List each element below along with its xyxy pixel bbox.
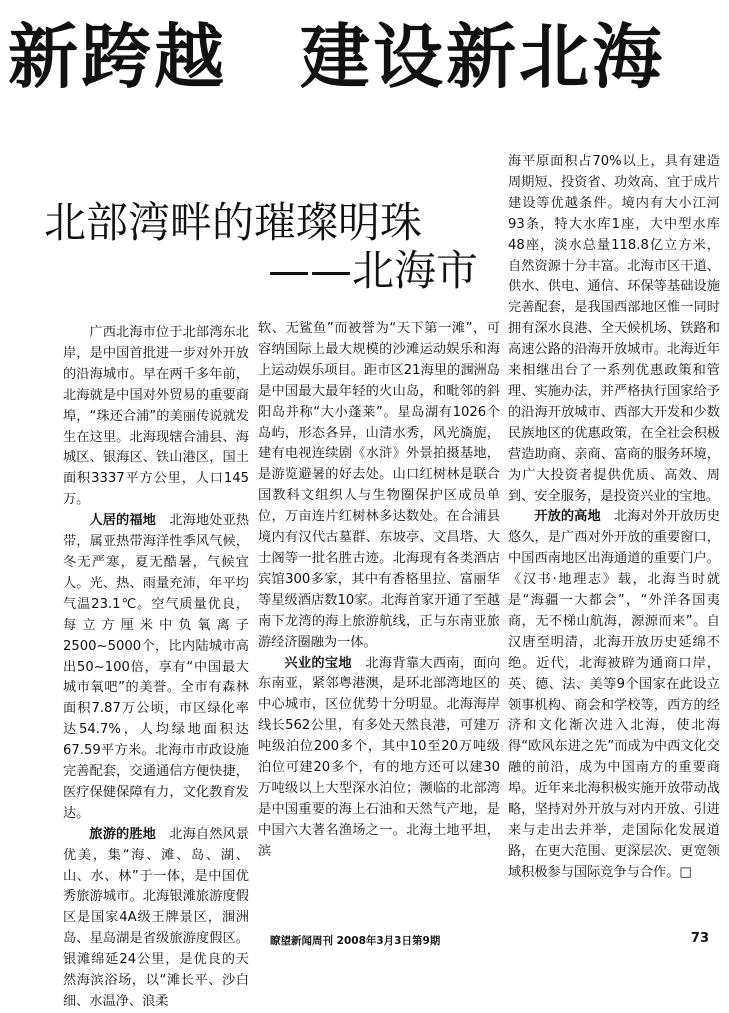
paragraph-intro: 广西北海市位于北部湾东北岸，是中国首批进一步对外开放的沿海城市。早在两千多年前，北海就是中国对外贸易的重要商埠，“珠还合浦”的美丽传说就发生在这里。北海现辖合浦县、海城区、银海区、铁山港区，国土面积3337平方公里，人口145万。 xyxy=(63,325,249,508)
paragraph-business-cont: 海平原面积占70%以上，具有建造周期短、投资省、功效高、宜于成片建设等优越条件。境内有大小江河93条，特大水库1座，大中型水库48座，淡水总量118.8亿立方米，自然资源十分丰富。北海市区干道、供水、供电、通信、环保等基础设施完善配套，是我国西部地区惟一同时拥有深水良港、全天候机场、铁路和高速公路的沿海开放城市。北海近年来相继出台了一系列优惠政策和管理、实施办法，并严格执行国家给予的沿海开放城市、西部大开发和少数民族地区的优惠政策，在全社会积极营造助商、亲商、富商的服务环境，为广大投资者提供优质、高效、周到、安全服务，是投资兴业的宝地。 xyxy=(508,154,720,504)
paragraph-openness-text: 北海对外开放历史悠久，是广西对外开放的重要窗口，中国西南地区出海通道的重要门户。《汉书·地理志》载，北海当时就是“海疆一大都会”，“外洋各国夷商，无不梯山航海，源源而来”。自汉唐至明清，北海开放历史延绵不绝。近代，北海被辟为通商口岸，英、德、法、美等9个国家在此设立领事机构、商会和学校等，西方的经济和文化渐次进入北海，使北海得“欧风东进之先”而成为中西文化交融的前沿，成为中国南方的重要商埠。近年来北海积极实施开放带动战略，坚持对外开放与对内开放、引进来与走出去并举，走国际化发展道路，在更大范围、更深层次、更宽领域积极参与国际竞争与合作。□ xyxy=(508,509,721,880)
text-column-2 xyxy=(258,319,500,863)
article-subtitle: ——北海市 xyxy=(268,246,479,295)
page-number: 73 xyxy=(690,931,709,946)
text-column-3 xyxy=(508,152,720,884)
publication-info: 瞭望新闻周刊 2008年3月3日第9期 xyxy=(270,935,441,947)
paragraph-living-text: 北海地处亚热带，属亚热带海洋性季风气候，冬无严寒，夏无酷暑，气候宜人。光、热、雨量充沛，年平均气温23.1℃。空气质量优良，每立方厘米中负氧离子2500~5000个，比内陆城市高出50~100倍，享有“中国最大城市氧吧”的美誉。全市有森林面积7.87万公顷，市区绿化率达54.7%，人均绿地面积达67.59平方米。北海市市政设施完善配套，交通通信方便快捷，医疗保健保障有力，文化教育发达。 xyxy=(63,513,250,821)
paragraph-business xyxy=(258,654,500,863)
paragraph-tourism-text: 北海自然风景优美，集“海、滩、岛、湖、山、水、林”于一体，是中国优秀旅游城市。北海银滩旅游度假区是国家4A级王牌景区，涠洲岛、星岛湖是省级旅游度假区。银滩绵延24公里，是优良的天然海滨浴场，以“滩长平、沙白细、水温净、浪柔 xyxy=(63,826,250,1009)
banner-headline: 新跨越 建设新北海 xyxy=(8,16,665,98)
article-title: 北部湾畔的璀璨明珠 xyxy=(44,198,423,247)
paragraph-tourism xyxy=(63,825,249,1013)
section-lead-living: 人居的福地 xyxy=(89,513,156,529)
paragraph-openness xyxy=(508,507,720,883)
section-lead-business: 兴业的宝地 xyxy=(284,655,352,671)
section-lead-openness: 开放的高地 xyxy=(534,509,601,525)
page-footer xyxy=(0,931,729,951)
text-column-1 xyxy=(63,323,249,1013)
paragraph-business-text: 北海背靠大西南，面向东南亚，紧邻粤港澳，是环北部湾地区的中心城市，区位优势十分明显。北海海岸线长562公里，有多处天然良港，可建万吨级泊位200多个，其中10至20万吨级泊位可建20多个，有的地方还可以建30万吨级以上大型深水泊位；濒临的北部湾是中国重要的海上石油和天然气产地，是中国六大著名渔场之一。北海土地平坦，滨 xyxy=(258,655,501,859)
section-lead-tourism: 旅游的胜地 xyxy=(89,826,156,842)
paragraph-living xyxy=(63,511,249,825)
paragraph-tourism-cont: 软、无鲨鱼”而被誉为“天下第一滩”，可容纳国际上最大规模的沙滩运动娱乐和海上运动娱乐项目。距市区21海里的涠洲岛是中国最大最年轻的火山岛，和毗邻的斜阳岛并称“大小蓬莱”。星岛湖有1026个岛屿，形态各异，山清水秀，风光旖旎，建有电视连续剧《水浒》外景拍摄基地，是游览避暑的好去处。山口红树林是联合国教科文组织人与生物圈保护区成员单位，万亩连片红树林多达数处。在合浦县境内有汉代古墓群、东坡亭、文昌塔、大士阁等一批名胜古迹。北海现有各类酒店宾馆300多家，其中有香格里拉、富丽华等星级酒店数10家。北海首家开通了至越南下龙湾的海上旅游航线，正与东南亚旅游经济圈融为一体。 xyxy=(258,321,500,650)
